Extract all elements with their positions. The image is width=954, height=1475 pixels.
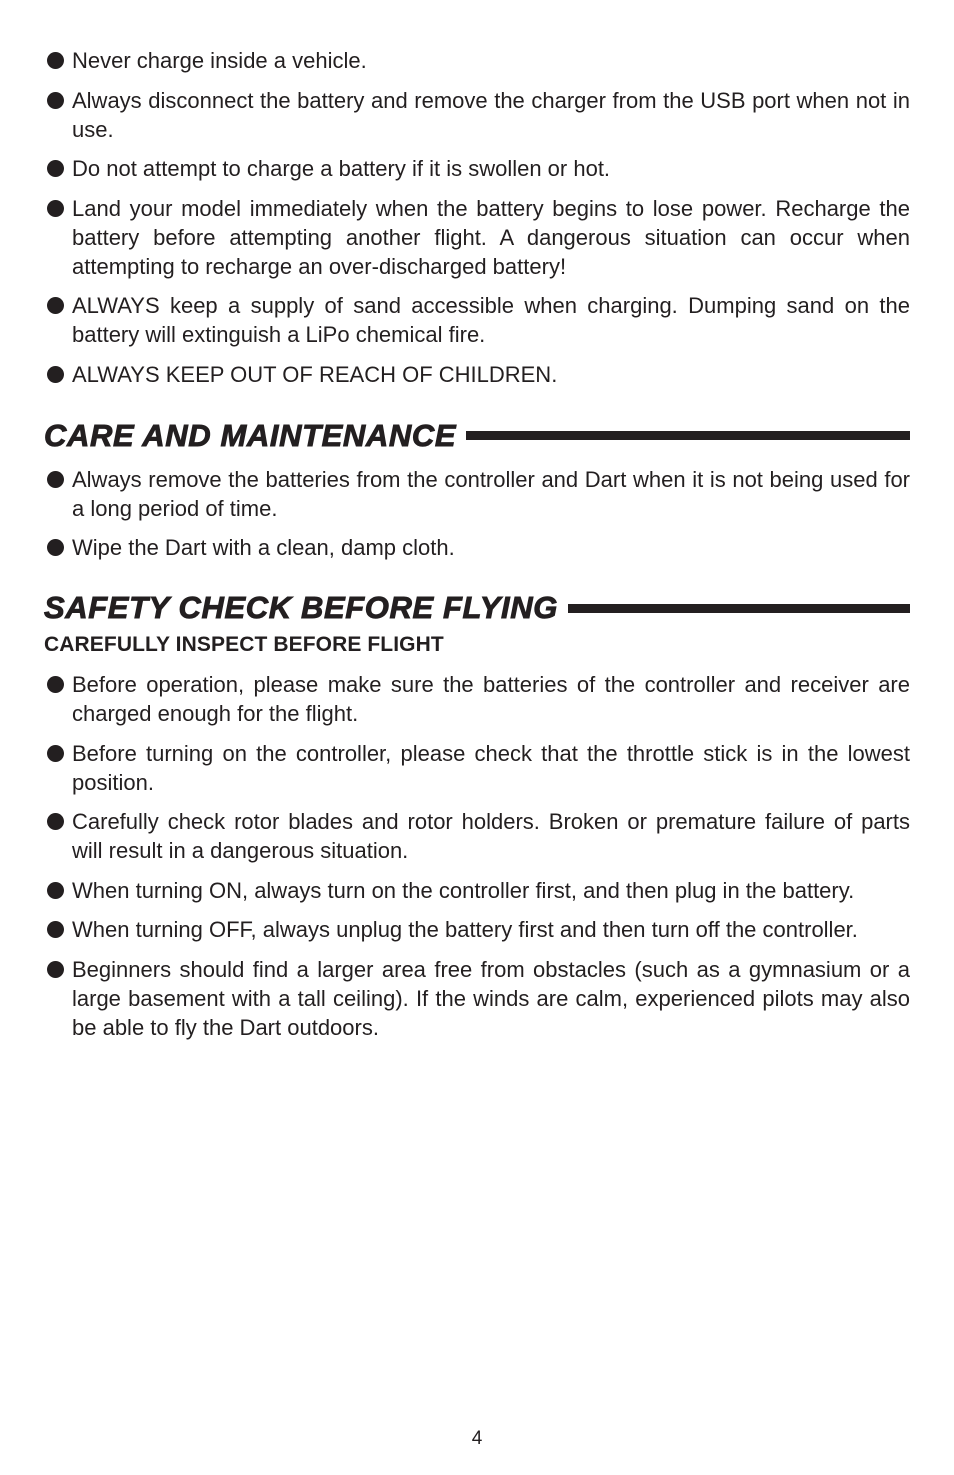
list-item-text: Land your model immediately when the battery begins to lose power. Recharge the battery before attempting another flight. A dangerous situation can occur when attempting to recharge an over-discharged battery! — [72, 195, 910, 279]
list-item-text: Carefully check rotor blades and rotor holders. Broken or premature failure of parts will result in a dangerous situation. — [72, 809, 910, 863]
bullet-icon — [47, 200, 64, 217]
list-item-text: Do not attempt to charge a battery if it is swollen or hot. — [72, 156, 611, 181]
charging-safety-list — [44, 46, 910, 389]
list-item-text: When turning OFF, always unplug the battery first and then turn off the controller. — [72, 917, 858, 942]
list-item-text: Always disconnect the battery and remove the charger from the USB port when not in use. — [72, 87, 910, 142]
care-section-heading — [44, 418, 910, 454]
list-item — [44, 291, 910, 349]
care-heading-text: CARE AND MAINTENANCE — [44, 417, 457, 453]
list-item — [44, 86, 910, 144]
list-item — [44, 465, 910, 523]
bullet-icon — [47, 745, 64, 762]
list-item-text: Before operation, please make sure the batteries of the controller and receiver are charged enough for the flight. — [72, 672, 910, 726]
list-item-text: Before turning on the controller, please check that the throttle stick is in the lowest position. — [72, 740, 910, 795]
list-item-text: Wipe the Dart with a clean, damp cloth. — [72, 535, 455, 560]
bullet-icon — [47, 52, 64, 69]
list-item — [44, 915, 910, 944]
bullet-icon — [47, 160, 64, 177]
page-number: 4 — [471, 1428, 483, 1449]
list-item-text: ALWAYS KEEP OUT OF REACH OF CHILDREN. — [72, 361, 558, 387]
list-item — [44, 194, 910, 281]
list-item — [44, 46, 910, 75]
list-item-text: Never charge inside a vehicle. — [72, 48, 367, 73]
list-item — [44, 360, 910, 389]
list-item — [44, 533, 910, 562]
list-item — [44, 807, 910, 865]
bullet-icon — [47, 366, 64, 383]
list-item — [44, 876, 910, 905]
bullet-icon — [47, 921, 64, 938]
safety-subheading: CAREFULLY INSPECT BEFORE FLIGHT — [44, 633, 444, 656]
heading-rule — [568, 604, 910, 613]
safety-heading-text: SAFETY CHECK BEFORE FLYING — [44, 590, 558, 625]
list-item-text: When turning ON, always turn on the controller first, and then plug in the battery. — [72, 877, 855, 903]
bullet-icon — [47, 961, 64, 978]
care-list — [44, 465, 910, 563]
heading-rule — [466, 431, 910, 440]
bullet-icon — [47, 297, 64, 314]
list-item — [44, 739, 910, 797]
bullet-icon — [47, 882, 64, 899]
page-content — [44, 46, 910, 1052]
list-item — [44, 154, 910, 183]
list-item-text: Beginners should find a larger area free from obstacles (such as a gymnasium or a large basement with a tall ceiling). If the winds are calm, experienced pilots may also be able to fly the Dart outdoors. — [72, 956, 910, 1040]
list-item — [44, 955, 910, 1042]
safety-section-heading — [44, 590, 910, 626]
safety-check-list — [44, 670, 910, 1042]
bullet-icon — [47, 539, 64, 556]
bullet-icon — [47, 813, 64, 830]
list-item-text: Always remove the batteries from the controller and Dart when it is not being used for a long period of time. — [72, 466, 910, 521]
list-item — [44, 670, 910, 728]
bullet-icon — [47, 92, 64, 109]
bullet-icon — [47, 471, 64, 488]
list-item-text: ALWAYS keep a supply of sand accessible when charging. Dumping sand on the battery will extinguish a LiPo chemical fire. — [72, 293, 910, 347]
bullet-icon — [47, 676, 64, 693]
